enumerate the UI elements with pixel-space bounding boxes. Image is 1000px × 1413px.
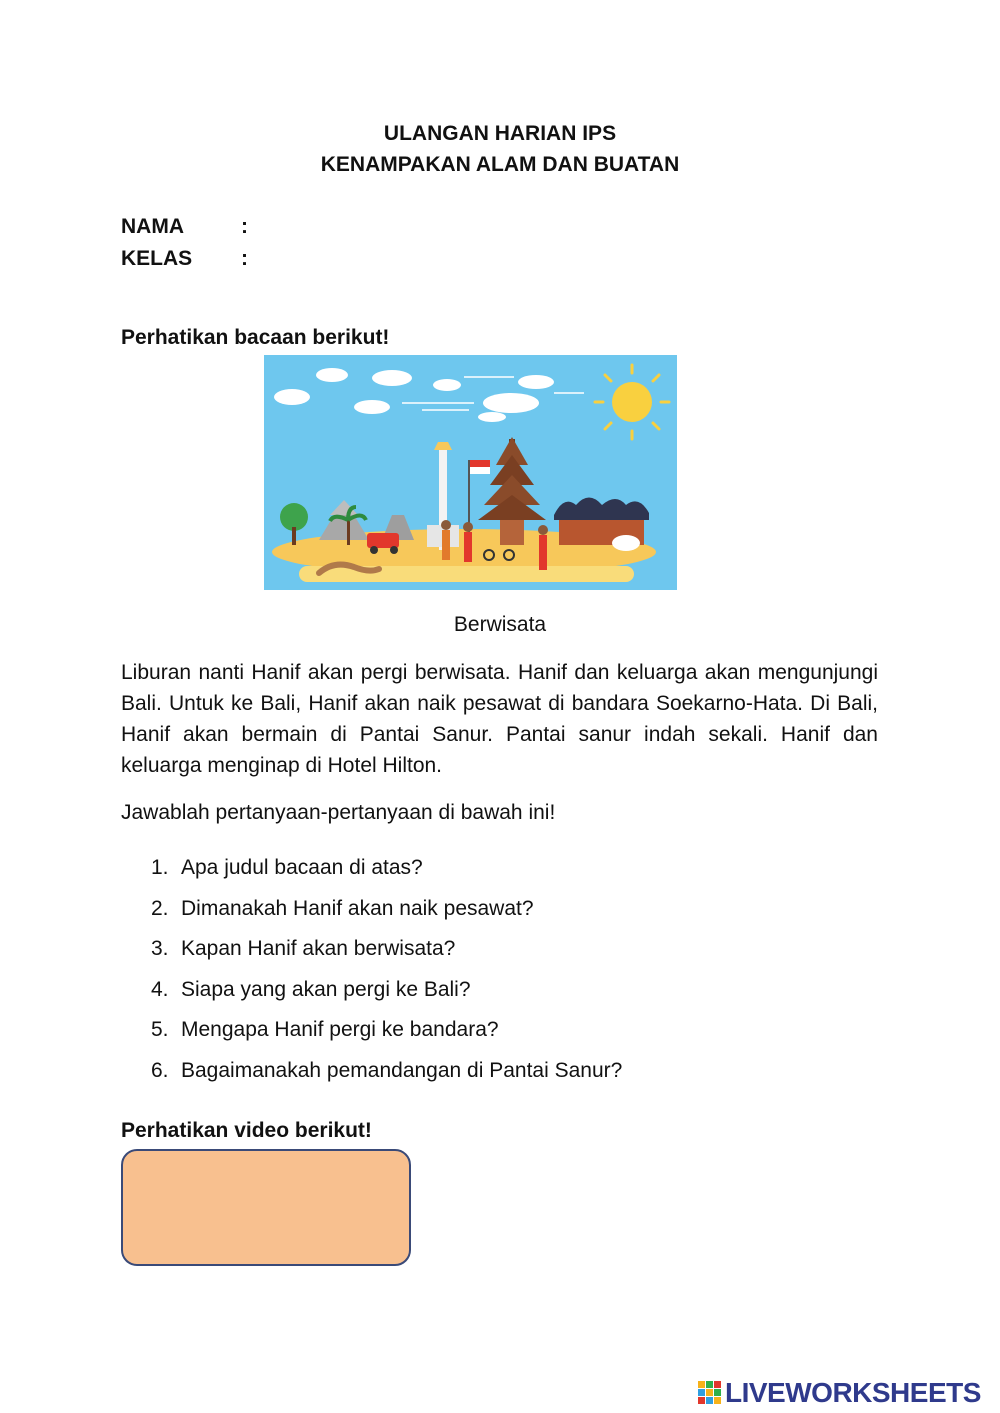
- video-placeholder[interactable]: [121, 1149, 411, 1266]
- reading-text: Liburan nanti Hanif akan pergi berwisata. Hanif dan keluarga akan mengunjungi Bali. Untuk ke Bali, Hanif akan naik pesawat di bandara Soekarno-Hata. Di Bali, Hanif akan bermain di Pantai Sanur. Pantai sanur indah sekali. Hanif dan keluarga menginap di Hotel Hilton.: [121, 661, 878, 777]
- illustration-caption: Berwisata: [453, 613, 547, 636]
- brand-name: LIVEWORKSHEETS: [725, 1377, 981, 1408]
- question-item: [121, 1059, 622, 1100]
- question-number: 5.: [151, 1018, 169, 1042]
- question-number: 1.: [151, 856, 169, 879]
- name-label: NAMA: [121, 215, 184, 238]
- class-colon: :: [241, 247, 248, 270]
- question-number: 4.: [151, 977, 169, 1001]
- question-text: Bagaimanakah pemandangan di Pantai Sanur?: [181, 1058, 623, 1082]
- class-field: [121, 247, 248, 271]
- question-item: [121, 1018, 622, 1059]
- name-colon: :: [241, 215, 248, 238]
- worksheet-title: ULANGAN HARIAN IPS: [383, 122, 617, 145]
- question-item: [121, 856, 622, 897]
- question-list: [121, 856, 622, 1100]
- question-number: 2.: [151, 896, 169, 920]
- question-item: [121, 897, 622, 938]
- liveworksheets-logo-icon: [698, 1381, 722, 1405]
- question-text: Mengapa Hanif pergi ke bandara?: [181, 1018, 499, 1042]
- video-heading: Perhatikan video berikut!: [121, 1119, 372, 1142]
- tourism-illustration: [264, 355, 677, 590]
- question-item: [121, 978, 622, 1019]
- name-field: [121, 215, 248, 239]
- class-label: KELAS: [121, 247, 193, 270]
- question-number: 3.: [151, 937, 169, 961]
- question-text: Dimanakah Hanif akan naik pesawat?: [181, 896, 534, 920]
- question-number: 6.: [151, 1058, 169, 1082]
- reading-heading: Perhatikan bacaan berikut!: [121, 326, 390, 349]
- questions-instruction: Jawablah pertanyaan-pertanyaan di bawah ini!: [121, 801, 556, 824]
- liveworksheets-brand: [698, 1376, 981, 1410]
- question-text: Siapa yang akan pergi ke Bali?: [181, 977, 471, 1001]
- question-text: Apa judul bacaan di atas?: [181, 856, 423, 879]
- question-item: [121, 937, 622, 978]
- question-text: Kapan Hanif akan berwisata?: [181, 937, 456, 961]
- worksheet-subtitle: KENAMPAKAN ALAM DAN BUATAN: [320, 153, 680, 176]
